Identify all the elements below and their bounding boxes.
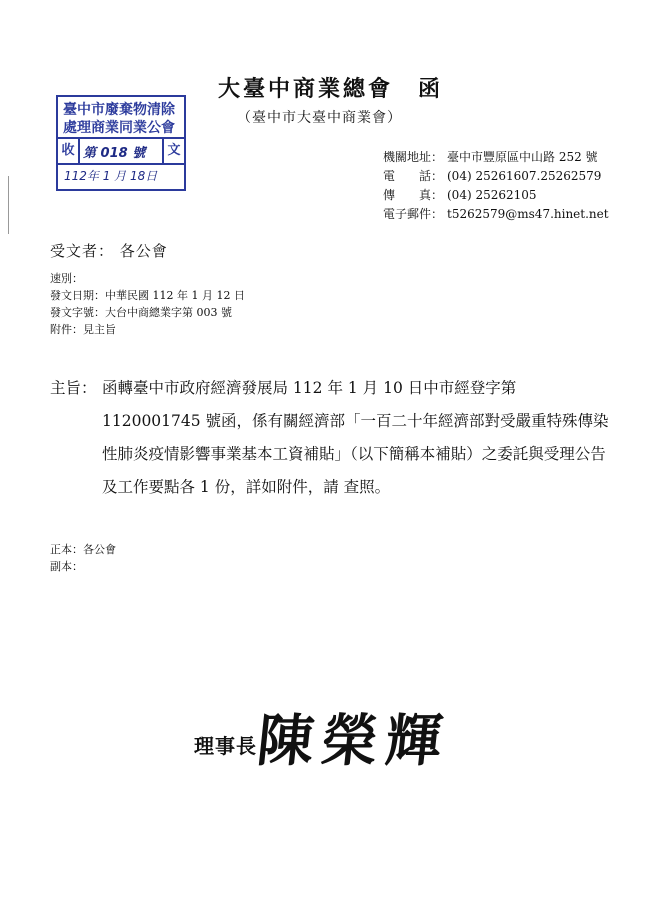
distribution-list bbox=[50, 541, 116, 575]
contact-phone-row bbox=[383, 167, 609, 186]
receipt-stamp bbox=[56, 95, 186, 191]
document-subtitle: （臺中市大臺中商業會） bbox=[237, 110, 402, 126]
phone-value: (04) 25261607.25262579 bbox=[447, 169, 602, 183]
document-meta bbox=[50, 270, 245, 338]
recipient-value: 各公會 bbox=[119, 242, 168, 260]
address-label: 機關地址： bbox=[383, 150, 444, 164]
stamp-receive-label: 收 bbox=[58, 139, 80, 163]
document-title: 大臺中商業總會 函 bbox=[218, 76, 444, 102]
stamp-org-line2: 處理商業同業公會 bbox=[58, 119, 184, 139]
signature-name: 陳榮輝 bbox=[254, 708, 454, 774]
recipient-line bbox=[50, 240, 168, 261]
recipient-label: 受文者： bbox=[50, 242, 115, 260]
margin-mark bbox=[8, 176, 9, 234]
meta-date: 發文日期：中華民國 112 年 1 月 12 日 bbox=[50, 289, 245, 302]
subject-text: 函轉臺中市政府經濟發展局 112 年 1 月 10 日中市經登字第 1120001745 號函，係有關經濟部「一百二十年經濟部對受嚴重特殊傳染性肺炎疫情影響事業基本工資補貼」（以下簡稱本補貼）之委託與受理公告及工作要點各 1 份，詳如附件，請 查照。 bbox=[102, 379, 609, 496]
meta-speed: 速別： bbox=[50, 272, 83, 285]
stamp-org-line1: 臺中市廢棄物清除 bbox=[63, 102, 175, 118]
fax-label: 傳 真： bbox=[383, 188, 444, 202]
fax-value: (04) 25262105 bbox=[447, 188, 537, 202]
meta-attachment: 附件：見主旨 bbox=[50, 323, 116, 336]
distribution-copy: 副本： bbox=[50, 560, 83, 573]
contact-fax-row bbox=[383, 186, 609, 205]
contact-email-row bbox=[383, 205, 609, 224]
subject-label: 主旨： bbox=[50, 379, 97, 397]
stamp-number-row bbox=[58, 139, 184, 165]
distribution-original: 正本：各公會 bbox=[50, 543, 116, 556]
stamp-date: 112年 1 月 18日 bbox=[64, 169, 158, 183]
contact-block bbox=[383, 148, 609, 224]
stamp-doc-label: 文 bbox=[162, 139, 184, 163]
address-value: 臺中市豐原區中山路 252 號 bbox=[447, 150, 598, 164]
email-label: 電子郵件： bbox=[383, 207, 444, 221]
stamp-number: 第 018 號 bbox=[83, 145, 146, 161]
signature-title: 理事長 bbox=[194, 734, 257, 758]
email-value: t5262579@ms47.hinet.net bbox=[447, 207, 609, 221]
phone-label: 電 話： bbox=[383, 169, 444, 183]
contact-address-row bbox=[383, 148, 609, 167]
subject-section bbox=[50, 372, 610, 504]
meta-number: 發文字號：大台中商總業字第 003 號 bbox=[50, 306, 232, 319]
